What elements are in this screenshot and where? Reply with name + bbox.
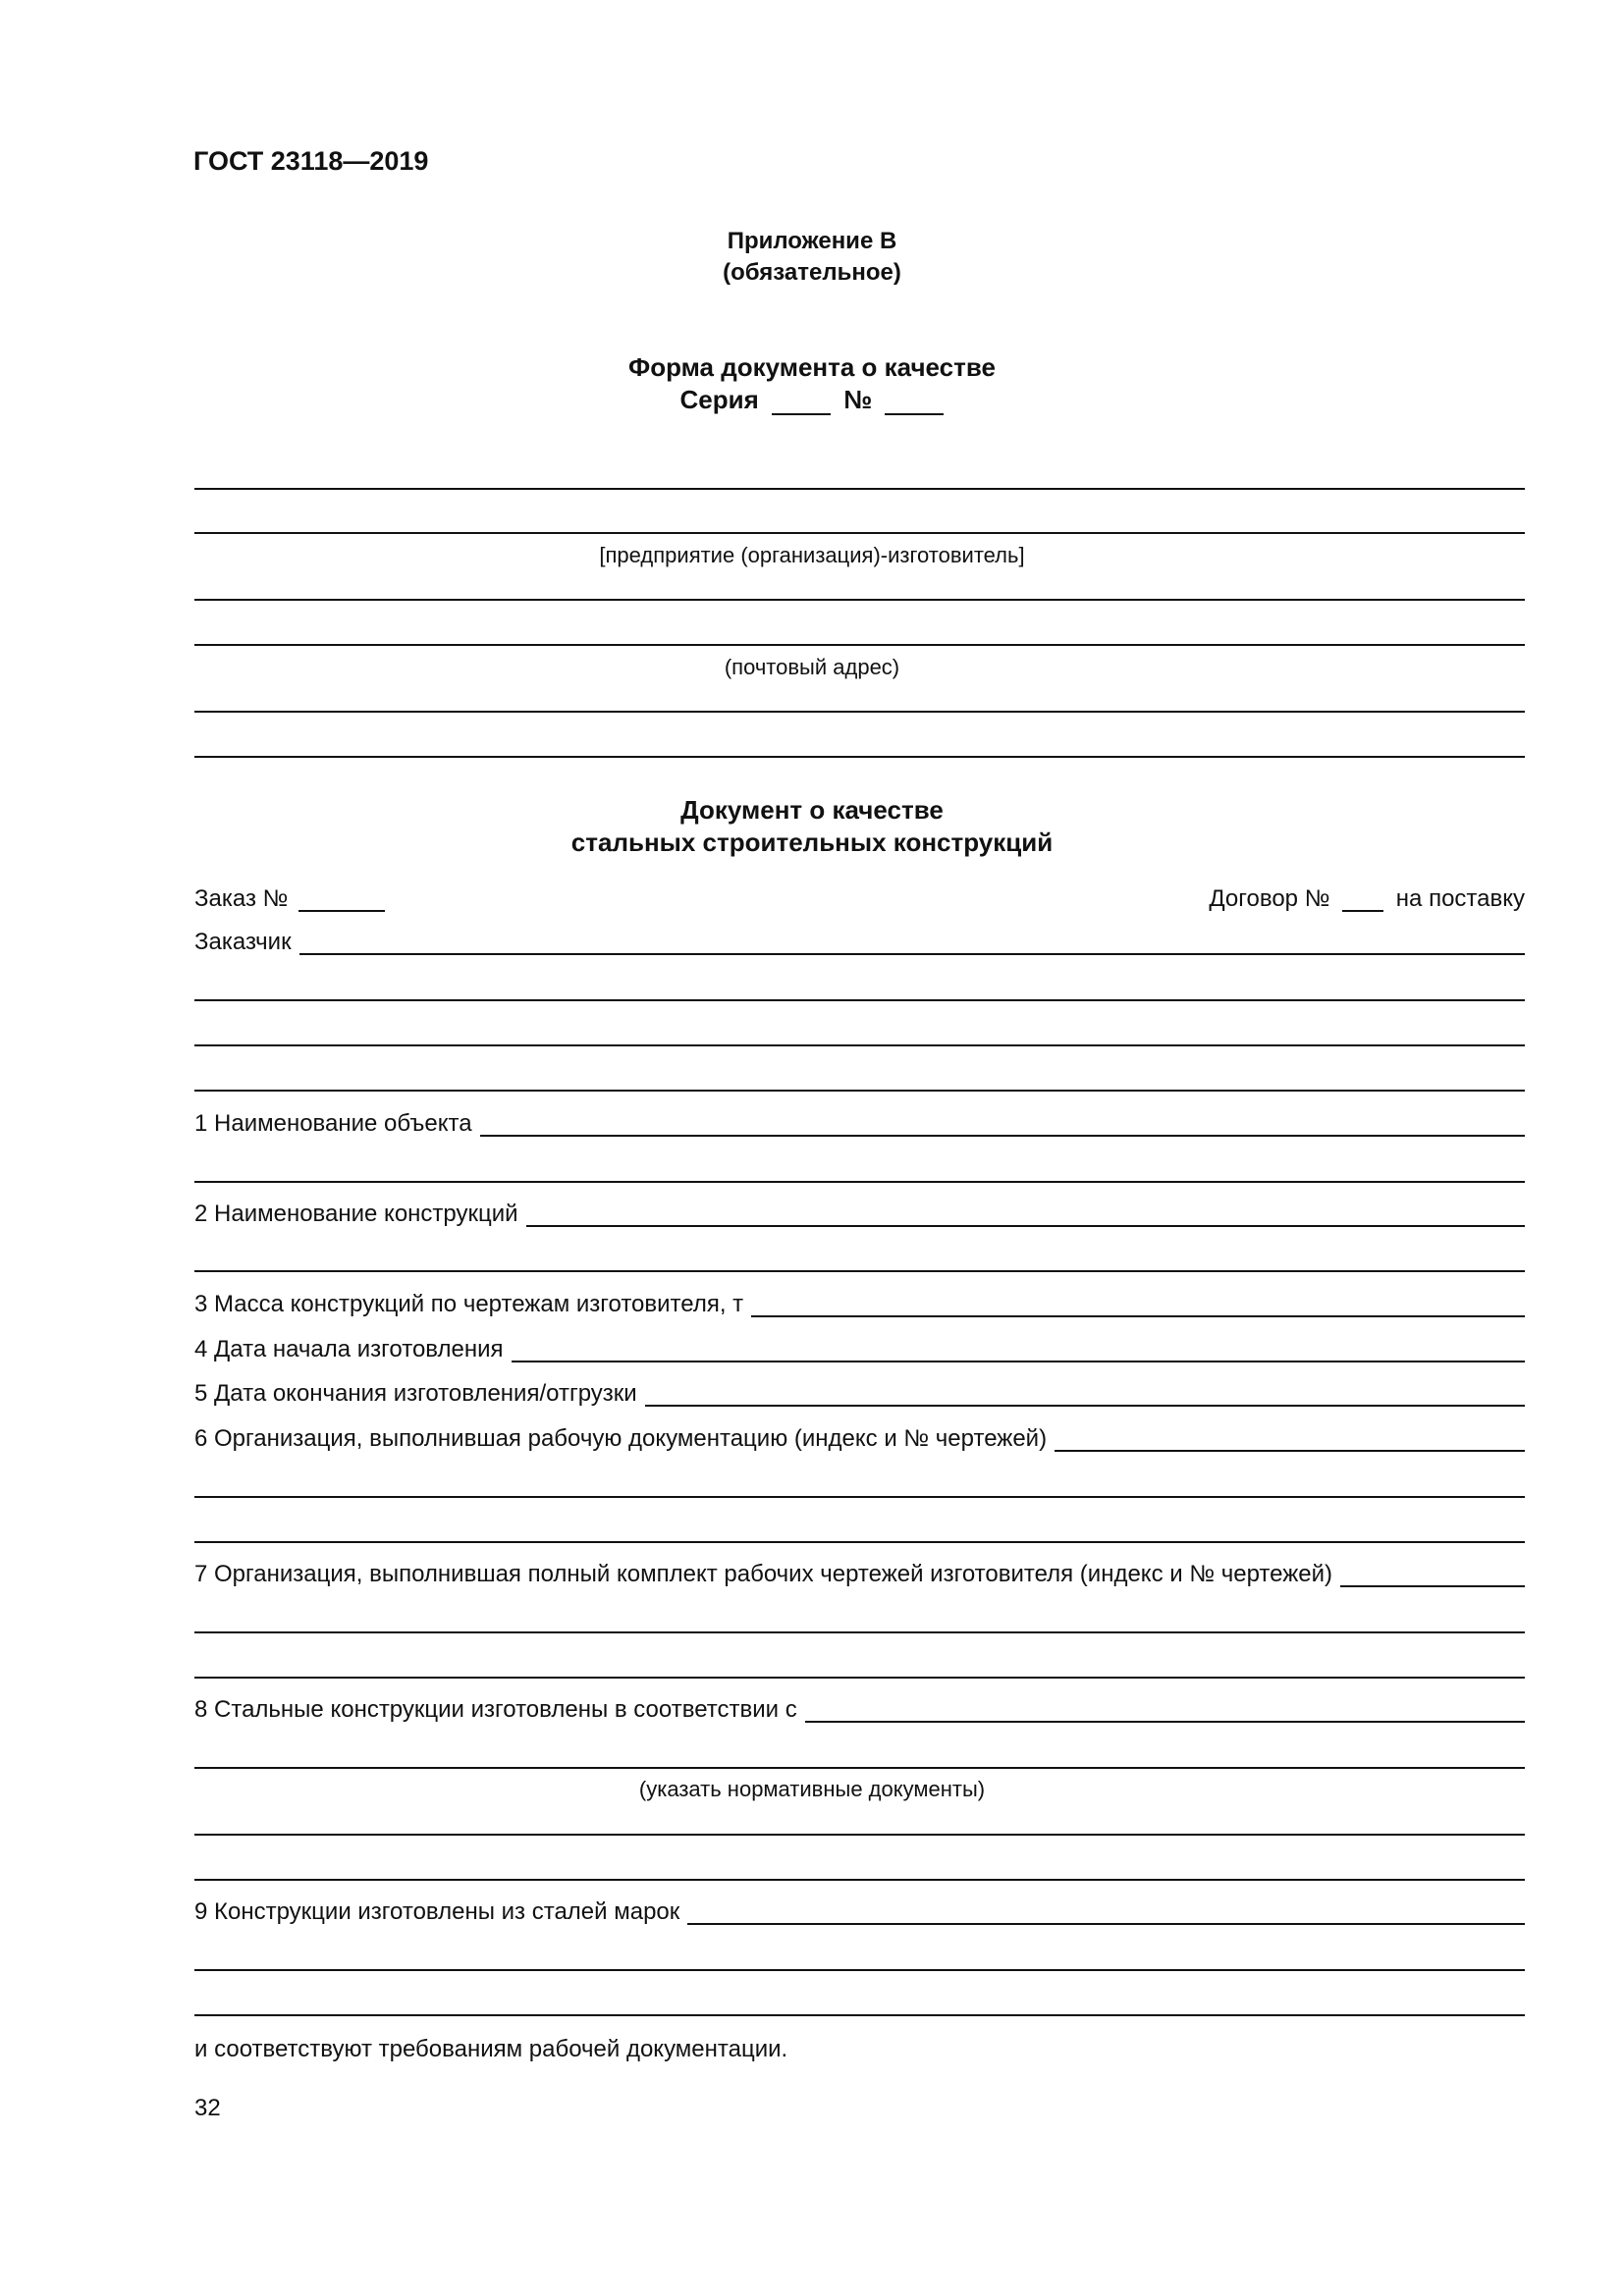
- item-1-label: 1 Наименование объекта: [194, 1110, 472, 1137]
- document-title-line-1: Документ о качестве: [680, 795, 944, 825]
- item-2-field[interactable]: [526, 1201, 1525, 1227]
- contract-group: [1209, 886, 1525, 912]
- item-7-line-2[interactable]: [194, 1631, 1525, 1633]
- item-9-line-3[interactable]: [194, 2014, 1525, 2016]
- item-4-field[interactable]: [512, 1337, 1525, 1362]
- item-1-row: [194, 1105, 1525, 1137]
- item-5-row: [194, 1375, 1525, 1407]
- manufacturer-caption: [предприятие (организация)-изготовитель]: [599, 543, 1025, 567]
- appendix-status: (обязательное): [723, 259, 901, 286]
- item-6-row: [194, 1420, 1525, 1452]
- item-8-line-3[interactable]: [194, 1834, 1525, 1836]
- item-1-line-2[interactable]: [194, 1181, 1525, 1183]
- item-6-label: 6 Организация, выполнившая рабочую документацию (индекс и № чертежей): [194, 1425, 1048, 1452]
- item-5-label: 5 Дата окончания изготовления/отгрузки: [194, 1380, 637, 1407]
- manufacturer-line-1[interactable]: [194, 488, 1525, 490]
- page-number: 32: [194, 2095, 221, 2121]
- order-label: Заказ №: [194, 885, 289, 912]
- item-1-field[interactable]: [480, 1111, 1525, 1137]
- series-label: Серия: [679, 385, 759, 414]
- number-field[interactable]: [885, 392, 944, 415]
- customer-row: [194, 924, 1525, 955]
- blank-line-2[interactable]: [194, 756, 1525, 758]
- item-9-row: [194, 1894, 1525, 1925]
- normative-caption: (указать нормативные документы): [638, 1777, 986, 1801]
- contract-number-field[interactable]: [1342, 888, 1383, 912]
- item-6-line-2[interactable]: [194, 1496, 1525, 1498]
- appendix-title: Приложение В: [727, 228, 897, 254]
- manufacturer-line-2[interactable]: [194, 532, 1525, 534]
- item-3-field[interactable]: [751, 1292, 1525, 1317]
- customer-field[interactable]: [299, 930, 1525, 955]
- customer-line-2[interactable]: [194, 999, 1525, 1001]
- document-title-line-2: стальных строительных конструкций: [570, 828, 1054, 857]
- closing-text: и соответствуют требованиям рабочей документации.: [194, 2036, 788, 2062]
- form-title: Форма документа о качестве: [628, 352, 996, 382]
- item-7-line-3[interactable]: [194, 1677, 1525, 1679]
- number-label: №: [843, 385, 873, 414]
- blank-line-1[interactable]: [194, 711, 1525, 713]
- item-8-line-2[interactable]: [194, 1767, 1525, 1769]
- customer-label: Заказчик: [194, 929, 292, 955]
- item-6-field[interactable]: [1055, 1426, 1525, 1452]
- address-line-2[interactable]: [194, 644, 1525, 646]
- item-7-row: [194, 1556, 1525, 1587]
- contract-suffix: на поставку: [1395, 885, 1525, 912]
- address-line-1[interactable]: [194, 599, 1525, 601]
- item-9-line-2[interactable]: [194, 1969, 1525, 1971]
- order-number-field[interactable]: [298, 888, 385, 912]
- contract-label: Договор №: [1209, 885, 1330, 912]
- item-2-row: [194, 1196, 1525, 1227]
- item-3-label: 3 Масса конструкций по чертежам изготовителя, т: [194, 1291, 744, 1317]
- customer-line-4[interactable]: [194, 1090, 1525, 1092]
- item-7-field[interactable]: [1340, 1562, 1525, 1587]
- item-4-row: [194, 1331, 1525, 1362]
- series-field[interactable]: [772, 392, 831, 415]
- item-2-line-2[interactable]: [194, 1270, 1525, 1272]
- item-4-label: 4 Дата начала изготовления: [194, 1336, 504, 1362]
- customer-line-3[interactable]: [194, 1044, 1525, 1046]
- order-row: [194, 881, 1525, 912]
- series-line: [0, 385, 1624, 415]
- item-3-row: [194, 1286, 1525, 1317]
- item-9-label: 9 Конструкции изготовлены из сталей марок: [194, 1898, 680, 1925]
- item-9-field[interactable]: [687, 1899, 1525, 1925]
- address-caption: (почтовый адрес): [724, 655, 900, 679]
- item-2-label: 2 Наименование конструкций: [194, 1201, 518, 1227]
- order-group: [194, 886, 385, 912]
- item-8-field[interactable]: [805, 1697, 1525, 1723]
- item-8-row: [194, 1691, 1525, 1723]
- item-8-label: 8 Стальные конструкции изготовлены в соответствии с: [194, 1696, 797, 1723]
- item-5-field[interactable]: [645, 1381, 1525, 1407]
- standard-code: ГОСТ 23118—2019: [193, 146, 429, 176]
- item-8-line-4[interactable]: [194, 1879, 1525, 1881]
- item-7-label: 7 Организация, выполнившая полный комплект рабочих чертежей изготовителя (индекс и № чертежей): [194, 1561, 1333, 1587]
- item-6-line-3[interactable]: [194, 1541, 1525, 1543]
